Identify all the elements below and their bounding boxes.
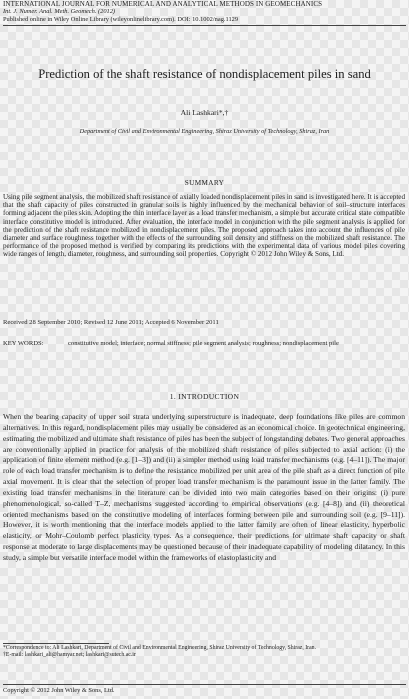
footnotes <box>3 645 405 659</box>
keywords-text: constitutive model; interface; normal stiffness; pile segment analysis; roughness; nondisplacement pile <box>68 340 339 347</box>
publication-info: Published online in Wiley Online Library (wileyonlinelibrary.com). DOI: 10.1002/nag.1129 <box>3 15 239 23</box>
author-affiliation: Department of Civil and Environmental Engineering, Shiraz University of Technology, Shiraz, Iran <box>79 128 330 135</box>
copyright-line: Copyright © 2012 John Wiley & Sons, Ltd. <box>3 687 115 694</box>
keywords-label: KEY WORDS: <box>3 340 44 347</box>
journal-name: INTERNATIONAL JOURNAL FOR NUMERICAL AND ANALYTICAL METHODS IN GEOMECHANICS <box>3 1 323 8</box>
paper-title: Prediction of the shaft resistance of nondisplacement piles in sand <box>38 67 371 81</box>
header-rule <box>3 25 406 26</box>
journal-citation: Int. J. Numer. Anal. Meth. Geomech. (2012) <box>3 8 116 16</box>
footnote-rule <box>3 643 109 644</box>
correspondence-footnote: *Correspondence to: Ali Lashkari, Department of Civil and Environmental Engineering, Shiraz University of Technology, Shiraz, Iran. <box>3 645 317 651</box>
received-dates: Received 28 September 2010; Revised 12 June 2011; Accepted 6 November 2011 <box>3 319 219 326</box>
copyright-rule <box>3 684 406 685</box>
introduction-text: When the bearing capacity of upper soil strata underlying superstructure is inadequate, deep foundations like piles are common alternatives. In this regard, nondisplacement piles may usually be considered as an economical choice. In geotechnical engineering, estimating the mobilized and ultimate shaft resistance of piles has been the subject of longstanding debates. Two general approaches are conventionally applied in practice for analysis of the mobilized shaft resistance of piles subjected to axial action: (i) the application of finite element method (e.g. [1–3]) and (ii) a simpler method using load transfer mechanisms (e.g. [4–11]). The major role of each load transfer mechanism is to define the resistance mobilized per unit area of the pile shaft as a direct function of pile axial movement. It is clear that the selection of proper load transfer mechanism is the paramount issue in the latter family. The existing load transfer mechanisms in the literature can be divided into two main categories based on their origins: (i) pure phenomenological, so-called T–Z, mechanisms suggested according to empirical observations (e.g. [4–8]) and (ii) theoretical oriented mechanisms based on the constitutive modeling of interfaces forming between pile and surrounding soil (e.g. [9–11]). However, it is worth mentioning that the interface models applied to the latter family are often of linear elasticity, hyperbolic elasticity, or Mohr–Coulomb perfect plasticity types. As a consequence, their predictions for ultimate shaft capacity or shaft response at moderate to large displacements may be questioned because of their inadequate capability of modeling dilatancy. In this study, a simple but versatile interface model within the frameworks of elastoplasticity and <box>3 412 405 562</box>
author-name: Ali Lashkari*,† <box>180 108 229 117</box>
abstract-text: Using pile segment analysis, the mobilized shaft resistance of axially loaded nondisplacement piles in sand is investigated here. It is accepted that the shaft capacity of piles constructed in granular soils is highly influenced by the mechanical behavior of soil–structure interfaces forming adjacent the piles skin. Adopting the thin interface layer as a load transfer mechanism, a simple but accurate critical state compatible interface constitutive model is introduced. After evaluation, the interface model in conjunction with the pile segment analysis is applied for the prediction of the shaft resistance mobilized in nondisplacement piles. The proposed approach takes into account the influences of pile diameter and surface roughness together with the effects of the surrounding soil density and stiffness on the mobilized shaft resistance. The performance of the proposed method is verified by comparing its predictions with the experimental data of various model piles covering wide ranges of length, diameter, roughness, and surrounding soil properties. Copyright © 2012 John Wiley & Sons, Ltd. <box>3 193 405 259</box>
section-heading-introduction: 1. INTRODUCTION <box>169 392 240 401</box>
email-footnote: †E-mail: lashkari_ali@hamyar.net; lashkari@sutech.ac.ir <box>3 651 136 658</box>
journal-header <box>3 1 403 23</box>
summary-heading: SUMMARY <box>184 179 225 187</box>
